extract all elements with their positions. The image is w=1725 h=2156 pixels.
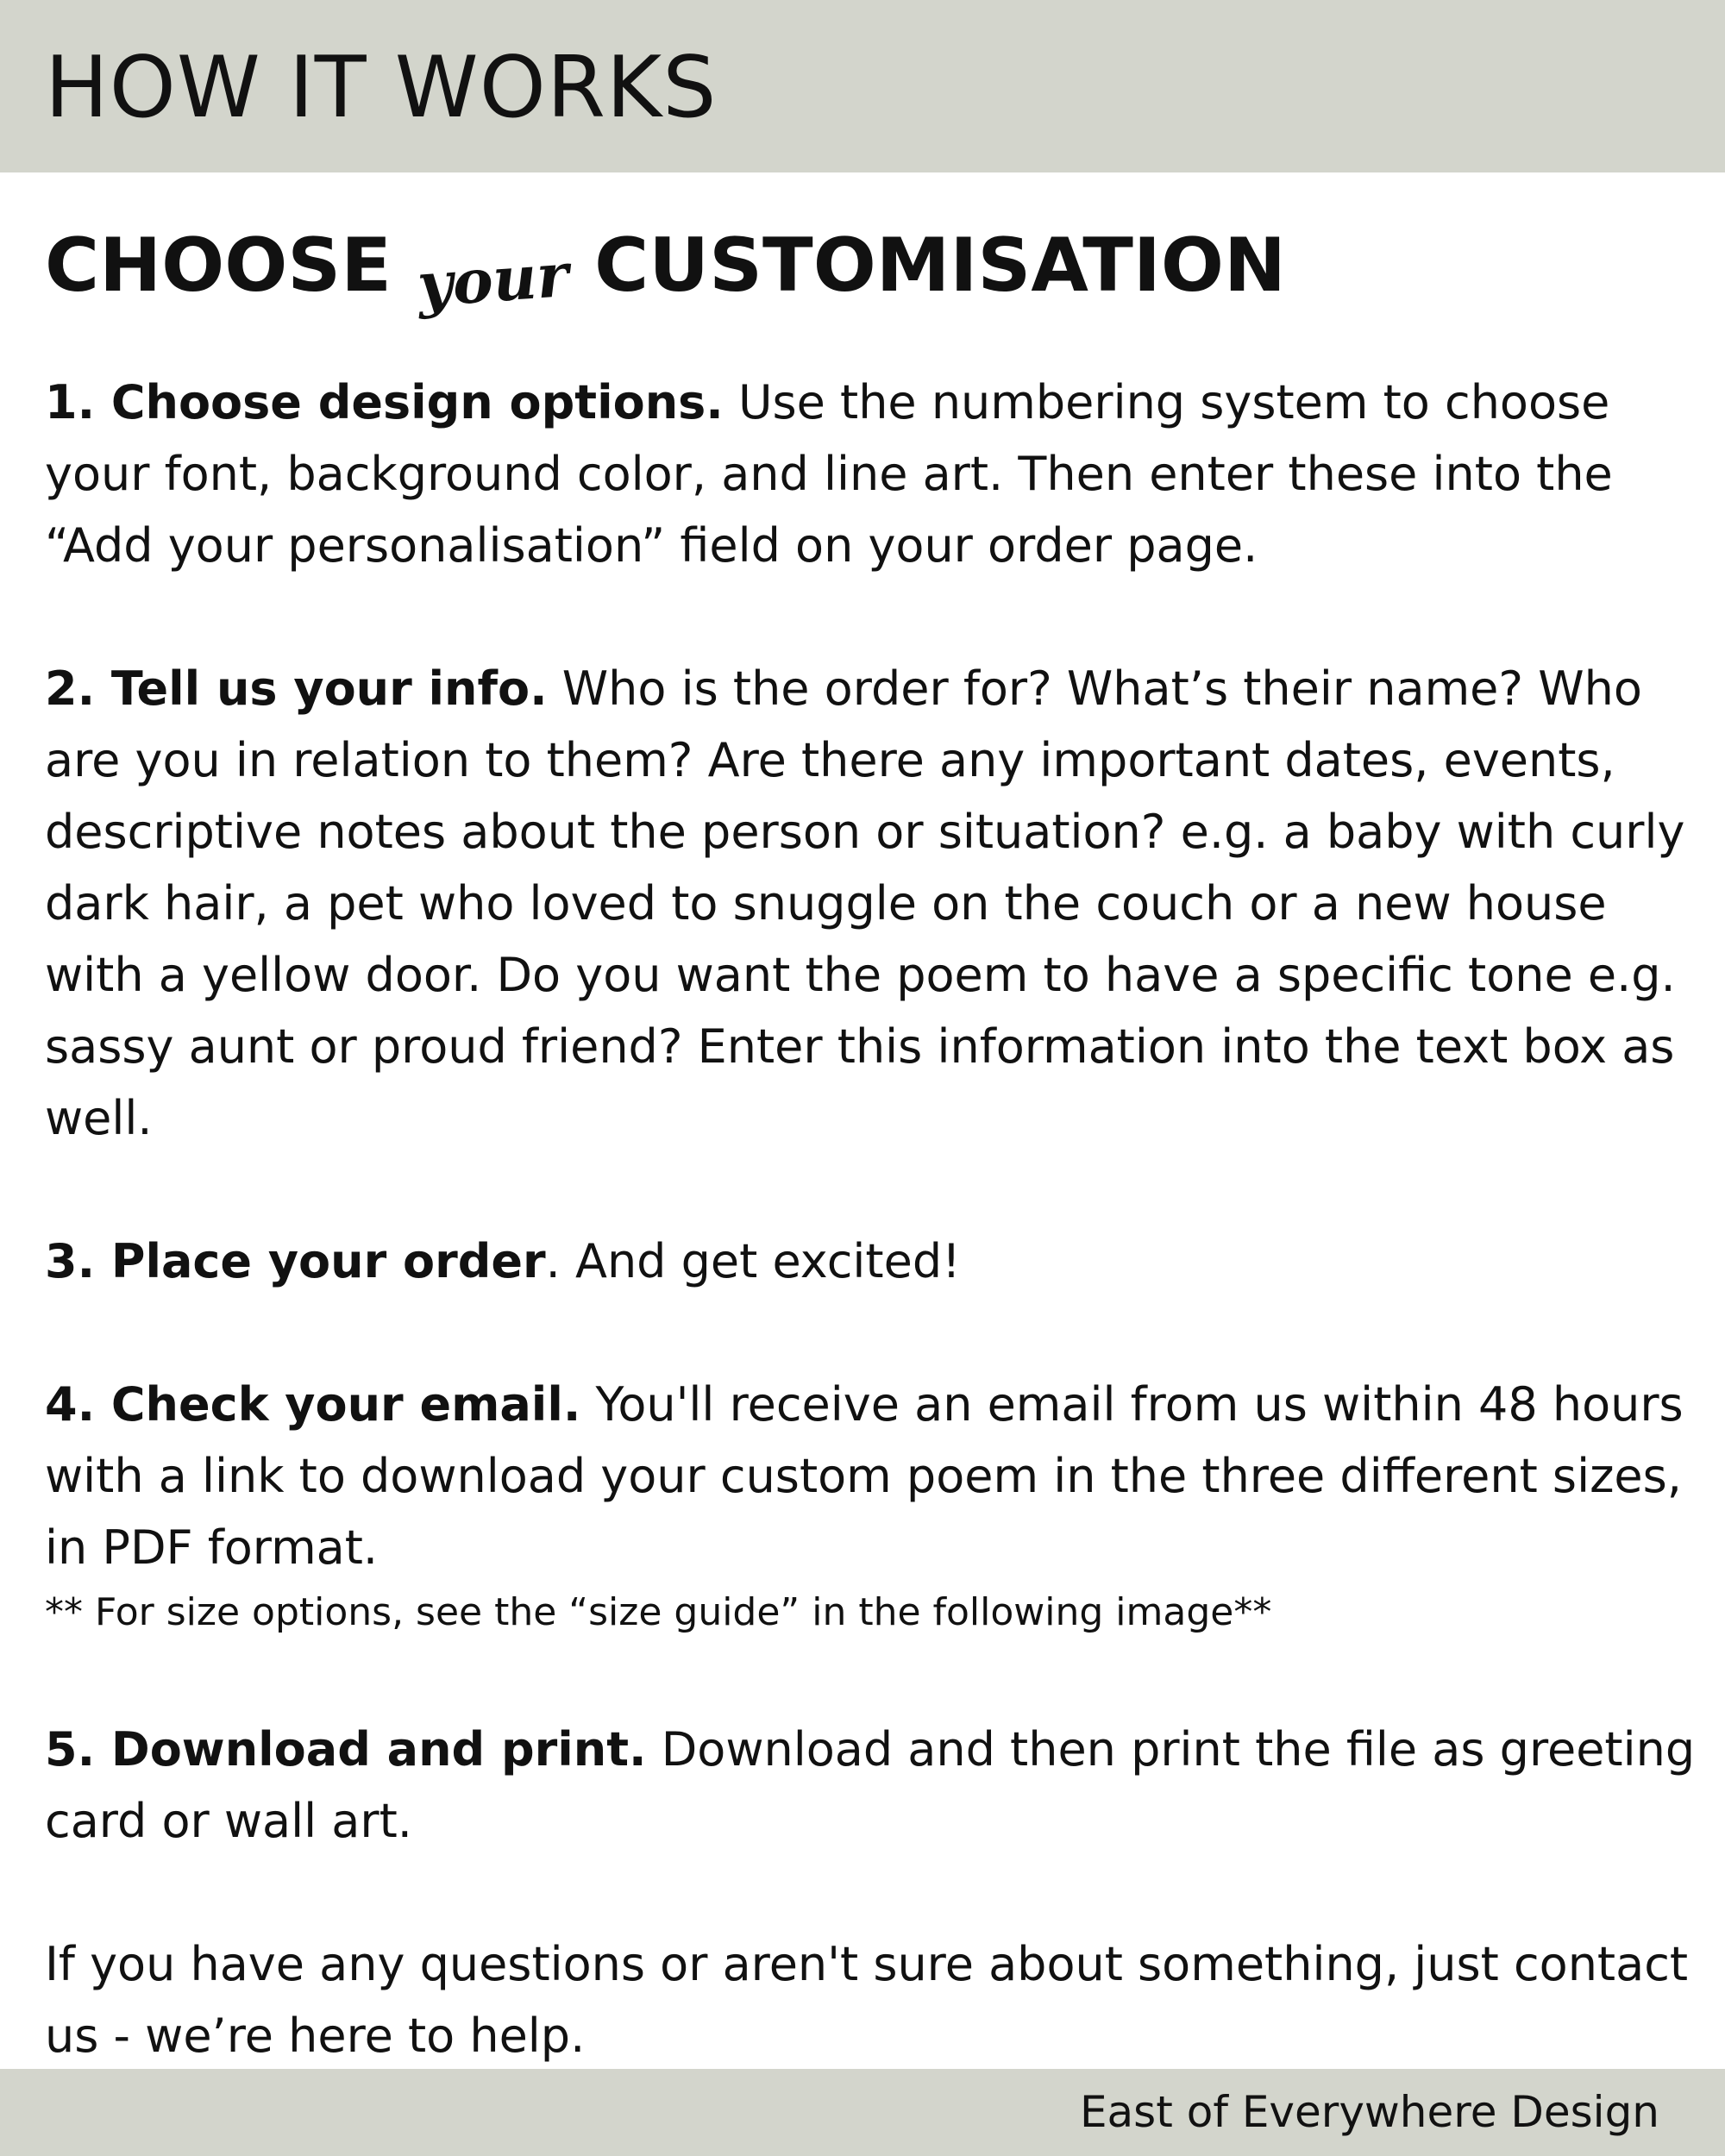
header-band	[0, 0, 1725, 172]
step-4-text: You'll receive an email from us within 48 hours with a link to download your custom poem in the three different sizes, in PDF format.	[45, 1377, 1684, 1575]
subtitle-script-word: your	[415, 238, 571, 322]
step-2	[45, 653, 1705, 1154]
instructions	[45, 367, 1705, 2071]
step-4-lead: 4. Check your email.	[45, 1377, 581, 1432]
page-title: HOW IT WORKS	[45, 39, 718, 137]
spacer	[45, 581, 1705, 653]
step-1	[45, 367, 1705, 581]
step-3-text: . And get excited!	[545, 1234, 961, 1288]
step-5-lead: 5. Download and print.	[45, 1722, 647, 1777]
step-2-text: Who is the order for? What’s their name? Who are you in relation to them? Are there any important dates, events, descriptive notes about the person or situation? e.g. a baby with curly dark hair, a pet who loved to snuggle on the couch or a new house with a yellow door. Do you want the poem to have a specific tone e.g. sassy aunt or proud friend? Enter this information into the text box as well.	[45, 661, 1685, 1145]
subtitle-after: CUSTOMISATION	[594, 222, 1286, 309]
step-5-text: Download and then print the file as greeting card or wall art.	[45, 1722, 1696, 1848]
step-1-text: Use the numbering system to choose your font, background color, and line art. Then enter these into the “Add your personalisation” field on your order page.	[45, 375, 1613, 573]
spacer	[45, 1154, 1705, 1225]
closing-text: If you have any questions or aren't sure about something, just contact us - we’re here to help.	[45, 1937, 1689, 2063]
footer-brand: East of Everywhere Design	[1079, 2087, 1659, 2137]
spacer	[45, 1297, 1705, 1369]
step-4	[45, 1369, 1705, 1583]
step-2-lead: 2. Tell us your info.	[45, 661, 548, 716]
step-3-lead: 3. Place your order	[45, 1234, 546, 1288]
subtitle	[45, 214, 1286, 322]
spacer	[45, 1857, 1705, 1928]
step-1-lead: 1. Choose design options.	[45, 375, 724, 429]
size-note: ** For size options, see the “size guide” in the following image**	[45, 1590, 1272, 1634]
subtitle-before: CHOOSE	[45, 222, 392, 309]
step-5	[45, 1714, 1705, 1857]
spacer	[45, 1642, 1705, 1714]
step-3	[45, 1225, 1705, 1297]
footer-band	[0, 2069, 1725, 2156]
